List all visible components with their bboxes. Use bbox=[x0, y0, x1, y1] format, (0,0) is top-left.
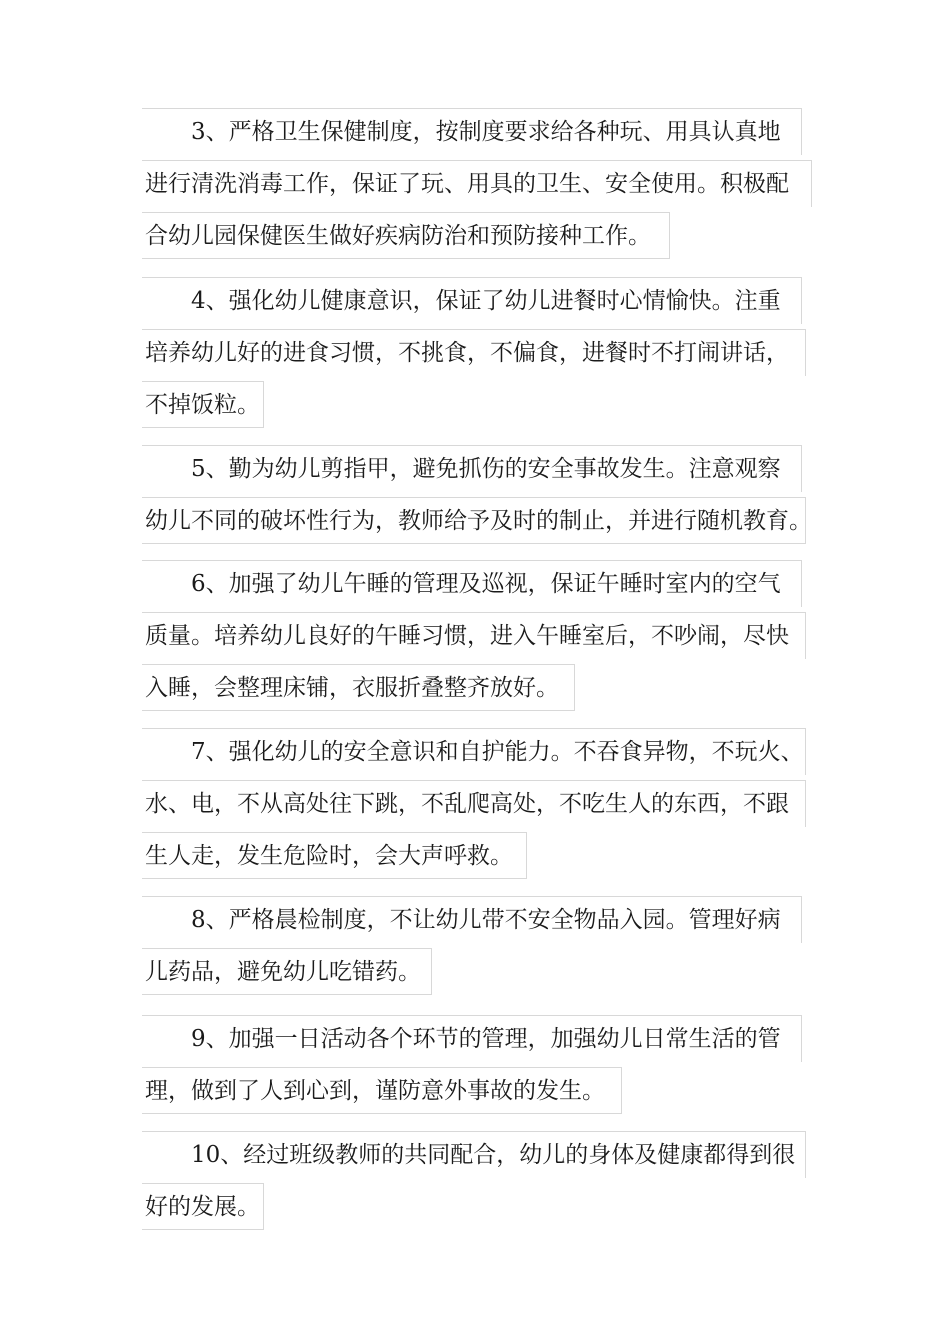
paragraph-item-3 bbox=[142, 108, 812, 264]
paragraph-line: 生人走，发生危险时，会大声呼救。 bbox=[142, 832, 527, 879]
paragraph-item-6 bbox=[142, 560, 806, 716]
paragraph-line: 理，做到了人到心到，谨防意外事故的发生。 bbox=[142, 1067, 622, 1114]
paragraph-line: 质量。培养幼儿良好的午睡习惯，进入午睡室后，不吵闹，尽快 bbox=[142, 612, 806, 659]
paragraph-line: 进行清洗消毒工作，保证了玩、用具的卫生、安全使用。积极配 bbox=[142, 160, 812, 207]
paragraph-line: 6、加强了幼儿午睡的管理及巡视，保证午睡时室内的空气 bbox=[142, 560, 802, 607]
paragraph-item-7 bbox=[142, 728, 806, 884]
paragraph-line: 10、经过班级教师的共同配合，幼儿的身体及健康都得到很 bbox=[142, 1131, 806, 1178]
paragraph-line: 不掉饭粒。 bbox=[142, 381, 264, 428]
paragraph-line: 培养幼儿好的进食习惯，不挑食，不偏食，进餐时不打闹讲话， bbox=[142, 329, 806, 376]
paragraph-item-5 bbox=[142, 445, 812, 549]
paragraph-line: 3、严格卫生保健制度，按制度要求给各种玩、用具认真地 bbox=[142, 108, 802, 155]
paragraph-line: 入睡，会整理床铺，衣服折叠整齐放好。 bbox=[142, 664, 575, 711]
paragraph-line: 幼儿不同的破坏性行为，教师给予及时的制止，并进行随机教育。 bbox=[142, 497, 806, 544]
paragraph-line: 8、严格晨检制度，不让幼儿带不安全物品入园。管理好病 bbox=[142, 896, 802, 943]
paragraph-line: 好的发展。 bbox=[142, 1183, 264, 1230]
paragraph-line: 水、电，不从高处往下跳，不乱爬高处，不吃生人的东西，不跟 bbox=[142, 780, 806, 827]
paragraph-item-9 bbox=[142, 1015, 802, 1119]
paragraph-item-10 bbox=[142, 1131, 806, 1235]
paragraph-line: 9、加强一日活动各个环节的管理，加强幼儿日常生活的管 bbox=[142, 1015, 802, 1062]
paragraph-line: 5、勤为幼儿剪指甲，避免抓伤的安全事故发生。注意观察 bbox=[142, 445, 802, 492]
paragraph-line: 儿药品，避免幼儿吃错药。 bbox=[142, 948, 432, 995]
paragraph-item-4 bbox=[142, 277, 806, 433]
paragraph-line: 7、强化幼儿的安全意识和自护能力。不吞食异物，不玩火、 bbox=[142, 728, 806, 775]
paragraph-item-8 bbox=[142, 896, 802, 1000]
paragraph-line: 4、强化幼儿健康意识，保证了幼儿进餐时心情愉快。注重 bbox=[142, 277, 802, 324]
paragraph-line: 合幼儿园保健医生做好疾病防治和预防接种工作。 bbox=[142, 212, 670, 259]
